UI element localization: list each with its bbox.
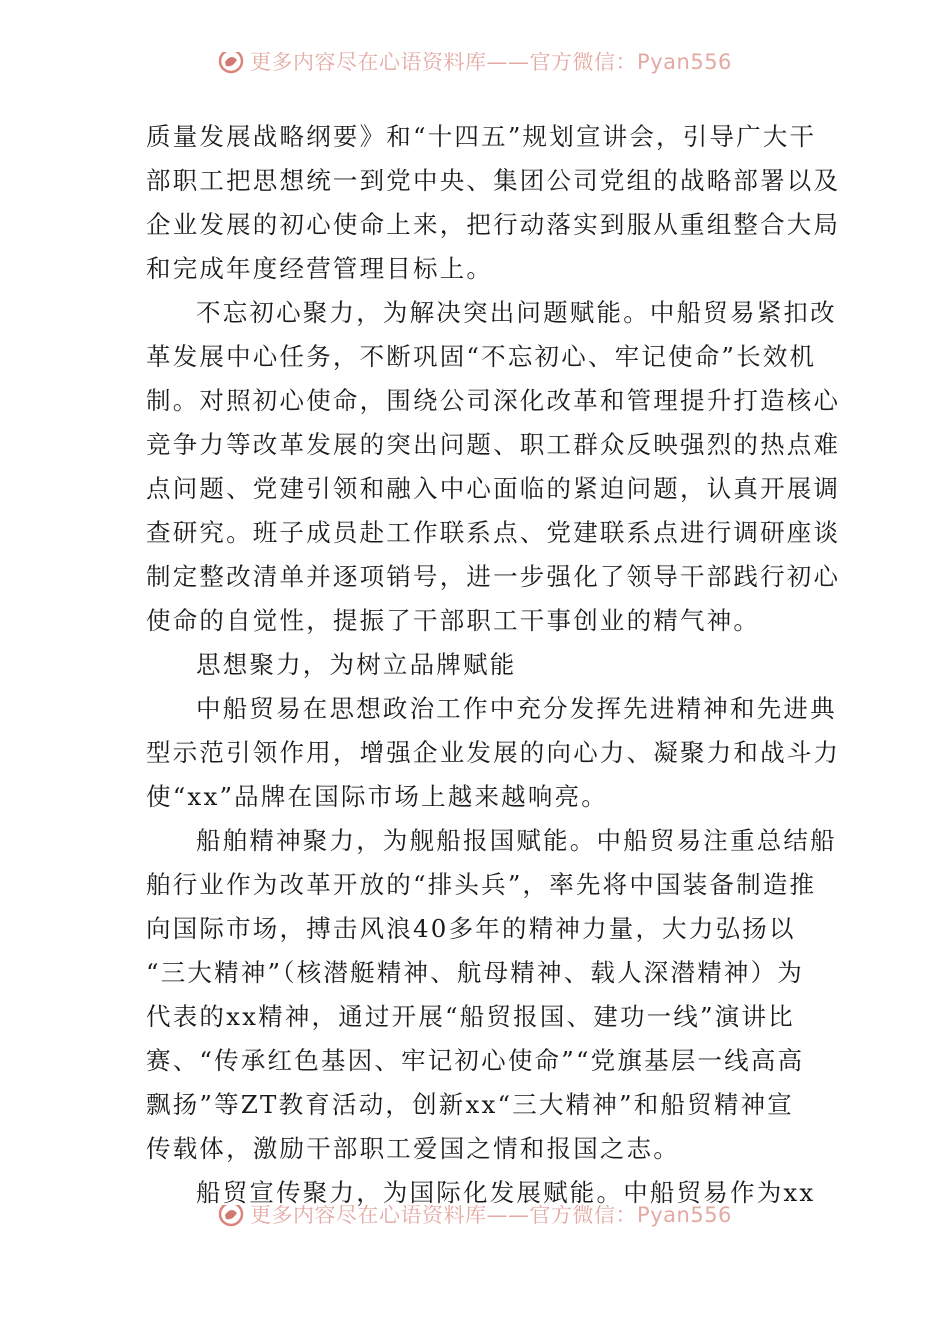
text-line: 企业发展的初心使命上来，把行动落实到服从重组整合大局 [146, 210, 841, 239]
watermark-text: 更多内容尽在心语资料库——官方微信：Pyan556 [250, 52, 732, 74]
text-line: 使“xx”品牌在国际市场上越来越响亮。 [146, 782, 608, 811]
text-line: 质量发展战略纲要》和“十四五”规划宣讲会，引导广大干 [146, 122, 817, 151]
text-line: 船贸宣传聚力，为国际化发展赋能。中船贸易作为xx [196, 1178, 816, 1207]
text-line: 点问题、党建引领和融入中心面临的紧迫问题，认真开展调 [146, 474, 841, 503]
text-line: 革发展中心任务，不断巩固“不忘初心、牢记使命”长效机 [146, 342, 817, 371]
text-line: 制。对照初心使命，围绕公司深化改革和管理提升打造核心 [146, 386, 841, 415]
text-line: 查研究。班子成员赴工作联系点、党建联系点进行调研座谈 [146, 518, 841, 547]
text-line: 中船贸易在思想政治工作中充分发挥先进精神和先进典 [196, 694, 837, 723]
paragraph [146, 643, 810, 687]
text-line: 型示范引领作用，增强企业发展的向心力、凝聚力和战斗力 [146, 738, 841, 767]
text-line: “三大精神”（核潜艇精神、航母精神、载人深潜精神）为 [146, 958, 804, 987]
paragraph [146, 819, 837, 1171]
watermark-banner-bottom [0, 1205, 950, 1241]
text-line: 代表的xx精神，通过开展“船贸报国、建功一线”演讲比 [146, 1002, 795, 1031]
paragraph [146, 687, 841, 819]
text-line: 制定整改清单并逐项销号，进一步强化了领导干部践行初心 [146, 562, 841, 591]
text-line: 和完成年度经营管理目标上。 [146, 254, 494, 283]
text-line: 竞争力等改革发展的突出问题、职工群众反映强烈的热点难 [146, 430, 841, 459]
watermark-banner-top [0, 52, 950, 88]
text-line: 传载体，激励干部职工爱国之情和报国之志。 [146, 1134, 680, 1163]
text-line: 船舶精神聚力，为舰船报国赋能。中船贸易注重总结船 [196, 826, 837, 855]
text-line: 赛、“传承红色基因、牢记初心使命”“党旗基层一线高高 [146, 1046, 805, 1075]
text-line: 向国际市场，搏击风浪40多年的精神力量，大力弘扬以 [146, 914, 796, 943]
logo-icon [218, 1205, 244, 1227]
text-line: 思想聚力，为树立品牌赋能 [196, 650, 517, 679]
text-line: 使命的自觉性，提振了干部职工干事创业的精气神。 [146, 606, 761, 635]
document-body [146, 115, 841, 1215]
paragraph [146, 291, 841, 643]
text-line: 飘扬”等ZT教育活动，创新xx“三大精神”和船贸精神宣 [146, 1090, 794, 1119]
logo-icon [218, 52, 244, 74]
paragraph [146, 115, 841, 291]
text-line: 部职工把思想统一到党中央、集团公司党组的战略部署以及 [146, 166, 841, 195]
text-line: 不忘初心聚力，为解决突出问题赋能。中船贸易紧扣改 [196, 298, 837, 327]
watermark-text: 更多内容尽在心语资料库——官方微信：Pyan556 [250, 1205, 732, 1227]
text-line: 舶行业作为改革开放的“排头兵”，率先将中国装备制造推 [146, 870, 817, 899]
